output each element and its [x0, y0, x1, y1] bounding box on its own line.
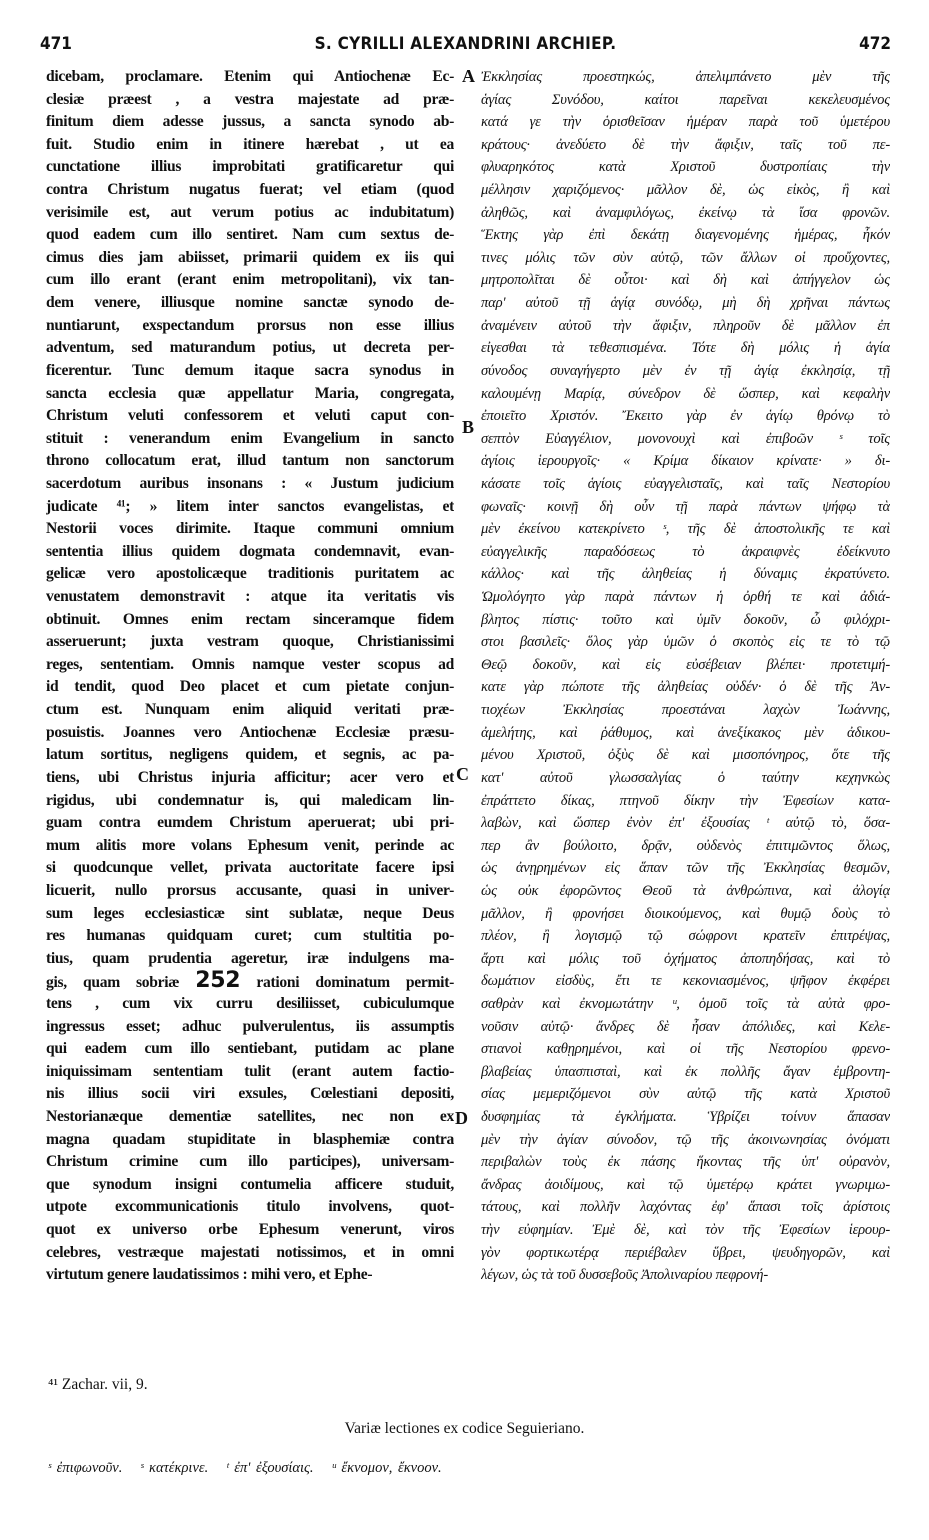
- latin-line: stituit : venerandum enim Evangelium in sancto: [46, 429, 454, 447]
- latin-line: sententia illius quidem dogmata condemnavit, evan-: [46, 542, 454, 560]
- greek-line: δωμάτιον εἰσδὺς, ἔτι τε κεκονιασμένος, ψῆφον ἐκφέρει: [481, 973, 890, 990]
- latin-line: licuerit, nullo prorsus accusante, quasi in univer-: [46, 881, 454, 899]
- latin-line: rigidus, ubi condemnatur is, qui maledicam lin-: [46, 791, 454, 809]
- latin-line: contra Christum nugatus fuerat; vel etiam (quod: [46, 181, 454, 199]
- greek-line: κράτους· ἀνεδύετο δὲ τὴν ἄφιξιν, ταῖς τοῦ πε-: [481, 136, 890, 153]
- latin-line: venustatem demonstravit : atque ita veritatis vis: [46, 588, 454, 606]
- greek-line: μὲν ἐκείνου κατεκρίνετο ˢ, τῆς δὲ ἀποστολικῆς τε καὶ: [481, 521, 890, 538]
- greek-line: γὸν φορτικωτέρᾳ περιέβαλεν ὕβρει, ψευδηγορῶν, καὶ: [481, 1244, 890, 1261]
- greek-line: κατά γε τὴν ὁρισθεῖσαν ἡμέραν παρὰ τοῦ ὑμετέρου: [481, 114, 890, 131]
- greek-line: κάλλος· καὶ τῆς ἀληθείας ἡ δύναμις ἐκρατύνετο.: [481, 566, 890, 583]
- greek-line: φωναῖς· κοινῇ δὴ οὖν τῇ παρὰ πάντων ψήφῳ τὰ: [481, 498, 890, 515]
- greek-line: εἰγεσθαι τὰ τεθεσπισμένα. Τότε δὴ μόλις ἡ ἁγία: [481, 340, 890, 357]
- latin-line: ingressus esset; adhuc pulverulentus, iis assumptis: [46, 1017, 454, 1035]
- greek-line: λαβὼν, καὶ ὥσπερ ἐνὸν ἐπ' ἐξουσίας ᵗ αὐτῷ τὸ, ὅσα-: [481, 815, 890, 832]
- latin-line: quod eadem cum illo sentiret. Nam cum sextus de-: [46, 226, 454, 244]
- greek-line: σαθρὰν καὶ ἐκνομωτάτην ᵘ, ὁμοῦ τοῖς τὰ αὐτὰ φρο-: [481, 995, 890, 1012]
- latin-line: sum leges ecclesiasticæ sint sublatæ, neque Deus: [46, 904, 454, 922]
- greek-line: βλητος πίστις· τοῦτο καὶ ὑμῖν δοκοῦν, ὦ φιλόχρι-: [481, 611, 890, 628]
- latin-line: que synodum insigni contumelia afficere studuit,: [46, 1175, 454, 1193]
- greek-line: μέλλησιν χαριζόμενος· μᾶλλον δὲ, ὡς εἰκὸς, ἢ καὶ: [481, 182, 890, 199]
- running-title: S. CYRILLI ALEXANDRINI ARCHIEP.: [314, 34, 617, 54]
- footnote: ⁴¹ Zachar. vii, 9.: [48, 1376, 148, 1393]
- latin-line: Nestorii voces dirimite. Itaque communi omnium: [46, 520, 454, 538]
- page-number-right: 472: [859, 34, 891, 54]
- variant-reading: ˢ κατέκρινε.: [140, 1460, 209, 1476]
- latin-line: gelicæ vero apostolicæque traditionis puritatem ac: [46, 565, 454, 583]
- latin-line: tiens, ubi Christus injuria afficitur; acer vero et: [46, 768, 454, 786]
- latin-line: cum illo erant (erant enim metropolitani), vix tan-: [46, 271, 454, 289]
- latin-line: mum alitis more volans Ephesum venit, perinde ac: [46, 836, 454, 854]
- variant-reading: ᵗ ἐπ' ἐξουσίαις.: [226, 1460, 314, 1476]
- greek-line: καλουμένῃ Μαρίᾳ, σύνεδρον δὲ ὥσπερ, καὶ κεφαλὴν: [481, 385, 890, 402]
- latin-line-text: rationi dominatum permit-: [256, 974, 454, 992]
- greek-line: περιβαλὼν τοὺς ἐκ πάσης ἥκοντας τῆς ὑπ' οὐρανὸν,: [481, 1154, 890, 1171]
- latin-line: reges, sententiam. Omnis namque vester scopus ad: [46, 655, 454, 673]
- latin-line: [46, 970, 454, 993]
- greek-line: κάσατε τοῖς ἁγίοις εὐαγγελισταῖς, καὶ ταῖς Νεστορίου: [481, 475, 890, 492]
- latin-line: Nestorianæque dementiæ satellites, nec non ex: [46, 1108, 454, 1126]
- latin-line: cunctatione illius improbitati gratificaretur qui: [46, 158, 454, 176]
- greek-line: τὴν εὐφημίαν. Ἐμὲ δὲ, καὶ τὸν τῆς Ἐφεσίων ἱερουρ-: [481, 1222, 890, 1239]
- latin-line: magna quadam stupiditate in blasphemiæ contra: [46, 1130, 454, 1148]
- latin-column: [46, 66, 454, 1287]
- latin-line: throno collocatum erat, illud tantum non sanctorum: [46, 452, 454, 470]
- greek-line: τινες μόλις τῶν σὺν αὐτῷ, τῶν ἄλλων οἱ προὔχοντες,: [481, 249, 890, 266]
- greek-line: μὲν τὴν ἁγίαν σύνοδον, τῷ τῆς ἀκοινωνησίας ὀνόματι: [481, 1131, 890, 1148]
- greek-line: νοῦσιν αὐτῷ· ἄνδρες δὲ ἦσαν ἀπόλιδες, καὶ Κελε-: [481, 1018, 890, 1035]
- latin-line: nis illius socii viri exsules, Cœlestiani depositi,: [46, 1085, 454, 1103]
- greek-line: λέγων, ὡς τὰ τοῦ δυσσεβοῦς Ἀπολιναρίου πεφρονή-: [481, 1267, 768, 1284]
- latin-line: clesiæ præest , a vestra majestate ad præ-: [46, 90, 454, 108]
- variant-readings: [48, 1460, 460, 1477]
- page-header: [40, 34, 891, 56]
- greek-column: [481, 66, 890, 1287]
- latin-line: asseruerunt; juxta vestram quoque, Christianissimi: [46, 633, 454, 651]
- greek-line: μένου Χριστοῦ, ὀξὺς δὲ καὶ μισοπόνηρος, ὅτε τῆς: [481, 747, 890, 764]
- greek-line: ἁγίας Συνόδου, καίτοι παρεῖναι κεκελευσμένος: [481, 91, 890, 108]
- greek-line: τιοχέων Ἐκκλησίας προεστάναι λαχὼν Ἰωάννης,: [481, 702, 890, 719]
- greek-line: μητροπολῖται δὲ οὗτοι· καὶ δὴ καὶ ἀπήγγελον ὡς: [481, 272, 890, 289]
- latin-line: id tendit, quod Deo placet et cum pietate conjun-: [46, 678, 454, 696]
- page-number-left: 471: [40, 34, 72, 54]
- latin-line: sacerdotum auribus insonans : « Justum judicium: [46, 474, 454, 492]
- column-number: 252: [195, 970, 241, 993]
- greek-line: στιανοὶ καθῃρημένοι, καὶ οἱ τῆς Νεστορίου φρενο-: [481, 1041, 890, 1058]
- variants-heading: Variæ lectiones ex codice Seguieriano.: [344, 1420, 585, 1437]
- latin-line: nuntiarunt, exspectandum prorsus non esse illius: [46, 316, 454, 334]
- greek-line: ὡς οὐκ ἐφορῶντος Θεοῦ τὰ ἀνθρώπινα, καὶ ἀλογίᾳ: [481, 882, 890, 899]
- latin-line: virtutum genere laudatissimos : mihi vero, et Ephe-: [46, 1266, 373, 1284]
- greek-line: ὡς ἀνῃρημένων εἰς ἅπαν τῶν τῆς Ἐκκλησίας θεσμῶν,: [481, 860, 890, 877]
- margin-letter-c: C: [456, 764, 469, 784]
- latin-line: utpote excommunicationis titulo involvens, quot-: [46, 1198, 454, 1216]
- latin-line: posuistis. Joannes vero Antiochenæ Ecclesiæ præsu-: [46, 723, 454, 741]
- latin-line: dicebam, proclamare. Etenim qui Antiochenæ Ec-: [46, 68, 454, 85]
- greek-line: Θεῷ δοκοῦν, καὶ εἰς εὐσέβειαν βλέπει· προτετιμή-: [481, 656, 890, 673]
- greek-line: Ὡμολόγητο γὰρ παρὰ πάντων ἡ ὀρθή τε καὶ ἀδιά-: [481, 589, 890, 606]
- greek-line: ἀληθῶς, καὶ ἀναμφιλόγως, ἐκείνῳ τὰ ἴσα φρονῶν.: [481, 204, 890, 221]
- greek-line: ἐπράττετο δίκας, πτηνοῦ δίκην τὴν Ἐφεσίων κατα-: [481, 792, 890, 809]
- latin-line: judicate ⁴¹; » litem inter sanctos evangelistas, et: [46, 497, 454, 515]
- latin-line: obtinuit. Omnes enim rectam sinceramque fidem: [46, 610, 454, 628]
- greek-line: φλυαρηκότος κατὰ Χριστοῦ δυστροπίαις τὴν: [481, 159, 890, 176]
- latin-line: dem venere, illiusque nomine sanctæ synodo de-: [46, 294, 454, 312]
- greek-line: ἐποιεῖτο Χριστόν. Ἔκειτο γὰρ ἐν ἁγίῳ θρόνῳ τὸ: [481, 408, 890, 425]
- latin-line-text: gis, quam sobriæ: [46, 974, 180, 992]
- greek-line: σίας μεμεριζόμενοι σὺν αὐτῷ τῆς κατὰ Χριστοῦ: [481, 1086, 890, 1103]
- greek-line: δυσφημίας τὰ ἐγκλήματα. Ὑβρίζει τοίνυν ἅπασαν: [481, 1109, 890, 1126]
- greek-line: ἄνδρας ἀοιδίμους, καὶ τῷ ὑμετέρῳ κράτει γνωριμω-: [481, 1176, 890, 1193]
- greek-line: περ ἂν βούλοιτο, δρᾷν, οὐδενὸς ἐπιτιμῶντος ὅλως,: [481, 837, 890, 854]
- greek-line: σύνοδος συναγήγερτο μὲν ἐν τῇ ἁγίᾳ ἐκκλησίᾳ, τῇ: [481, 362, 890, 379]
- greek-line: ἀναμένειν αὐτοῦ τὴν ἄφιξιν, πληροῦν δὲ μᾶλλον ἐπ: [481, 317, 890, 334]
- greek-line: ἄρτι καὶ μόλις τοῦ ὀχήματος ἀποπηδήσας, καὶ τὸ: [481, 950, 890, 967]
- variant-reading: ˢ ἐπιφωνοῦν.: [48, 1460, 123, 1476]
- latin-line: qui eadem cum illo sentiebant, putidam ac plane: [46, 1040, 454, 1058]
- greek-line: παρ' αὐτοῦ τῇ ἁγίᾳ συνόδῳ, μὴ δὴ χρῆναι πάντως: [481, 295, 890, 312]
- latin-line: fuit. Studio enim in itinere hærebat , ut ea: [46, 135, 454, 153]
- latin-line: adventum, sed maturandum potius, ut decreta per-: [46, 339, 454, 357]
- latin-line: Christum crimine cum illo participes), universam-: [46, 1153, 454, 1171]
- greek-line: βλαβείας ὑπασπισταὶ, καὶ ἐκ πολλῆς ἄγαν ἐμβροντη-: [481, 1063, 890, 1080]
- latin-line: quot ex universo orbe Ephesum venerunt, viros: [46, 1221, 454, 1239]
- greek-line: σεπτὸν Εὐαγγέλιον, μονονουχὶ καὶ ἐπιβοῶν ˢ τοῖς: [481, 430, 890, 447]
- latin-line: cimus dies jam abiisset, primarii quidem ex iis qui: [46, 248, 454, 266]
- latin-line: si quodcunque vellet, privata auctoritate facere ipsi: [46, 859, 454, 877]
- margin-letter-a: A: [462, 66, 475, 86]
- greek-line: κατε γὰρ πώποτε τῆς ἀληθείας οὐδέν· ὁ δὲ τῆς Ἀν-: [481, 679, 890, 696]
- greek-line: Ἕκτης γὰρ ἐπὶ δεκάτῃ διαγενομένης ἡμέρας, ἦκόν: [481, 227, 890, 244]
- latin-line: verisimile est, aut verum potius ac indubitatum): [46, 203, 454, 221]
- latin-line: res humanas quidquam curet; cum stultitia po-: [46, 927, 454, 945]
- latin-line: celebres, vestræque majestati notissimos, et in omni: [46, 1243, 454, 1261]
- latin-line: latum sortitus, negligens quidem, et segnis, ac pa-: [46, 746, 454, 764]
- variant-reading: ᵘ ἔκνομον, ἔκνοον.: [331, 1460, 442, 1476]
- latin-line: Christum veluti confessorem et veluti caput con-: [46, 407, 454, 425]
- latin-line: ctum est. Nunquam enim aliquid veritati præ-: [46, 701, 454, 719]
- greek-line: ἀμελήτης, καὶ ῥάθυμος, καὶ ἀνεξίκακος μὲν ἀδικου-: [481, 724, 890, 741]
- greek-line: στοι βασιλεῖς· ὅλος γὰρ ὑμῶν ὁ σκοπὸς εἰς τε τὸ τῷ: [481, 634, 890, 651]
- latin-line: tius, quam prudentia ageretur, iræ indulgens ma-: [46, 949, 454, 967]
- latin-line: iniquissimam sententiam tulit (erant autem factio-: [46, 1062, 454, 1080]
- greek-line: ἁγίοις ἱερουργοῖς· « Κρίμα δίκαιον κρίνατε· » δι-: [481, 453, 890, 470]
- latin-line: finitum diem adesse jussus, a sancta synodo ab-: [46, 113, 454, 131]
- greek-line: κατ' αὐτοῦ γλωσσαλγίας ὁ ταύτην κεχηνκὼς: [481, 769, 890, 786]
- latin-line: guam contra eumdem Christum aperuerat; ubi pri-: [46, 814, 454, 832]
- greek-line: εὐαγγελικῆς παραδόσεως τὸ ἀκραιφνὲς ἐδείκνυτο: [481, 543, 890, 560]
- greek-line: Ἐκκλησίας προεστηκώς, ἀπελιμπάνετο μὲν τῆς: [481, 69, 890, 85]
- latin-line: sancta ecclesia quæ appellatur Maria, congregata,: [46, 384, 454, 402]
- margin-letter-b: B: [462, 417, 475, 437]
- margin-letter-d: D: [455, 1108, 468, 1128]
- greek-line: τάτους, καὶ πολλῆν λαχόντας ἐφ' ἅπασι τοῖς ἀρίστοις: [481, 1199, 890, 1216]
- latin-line: ficerentur. Tunc demum itaque sacra synodus in: [46, 361, 454, 379]
- greek-line: μᾶλλον, ἢ φρονήσει διοικούμενος, καὶ θυμῷ δοὺς τὸ: [481, 905, 890, 922]
- latin-line: tens , cum vix curru desiliisset, cubiculumque: [46, 994, 454, 1012]
- greek-line: πλέον, ἢ λογισμῷ τῷ σώφρονι κρατεῖν ἐπιτρέψας,: [481, 928, 890, 945]
